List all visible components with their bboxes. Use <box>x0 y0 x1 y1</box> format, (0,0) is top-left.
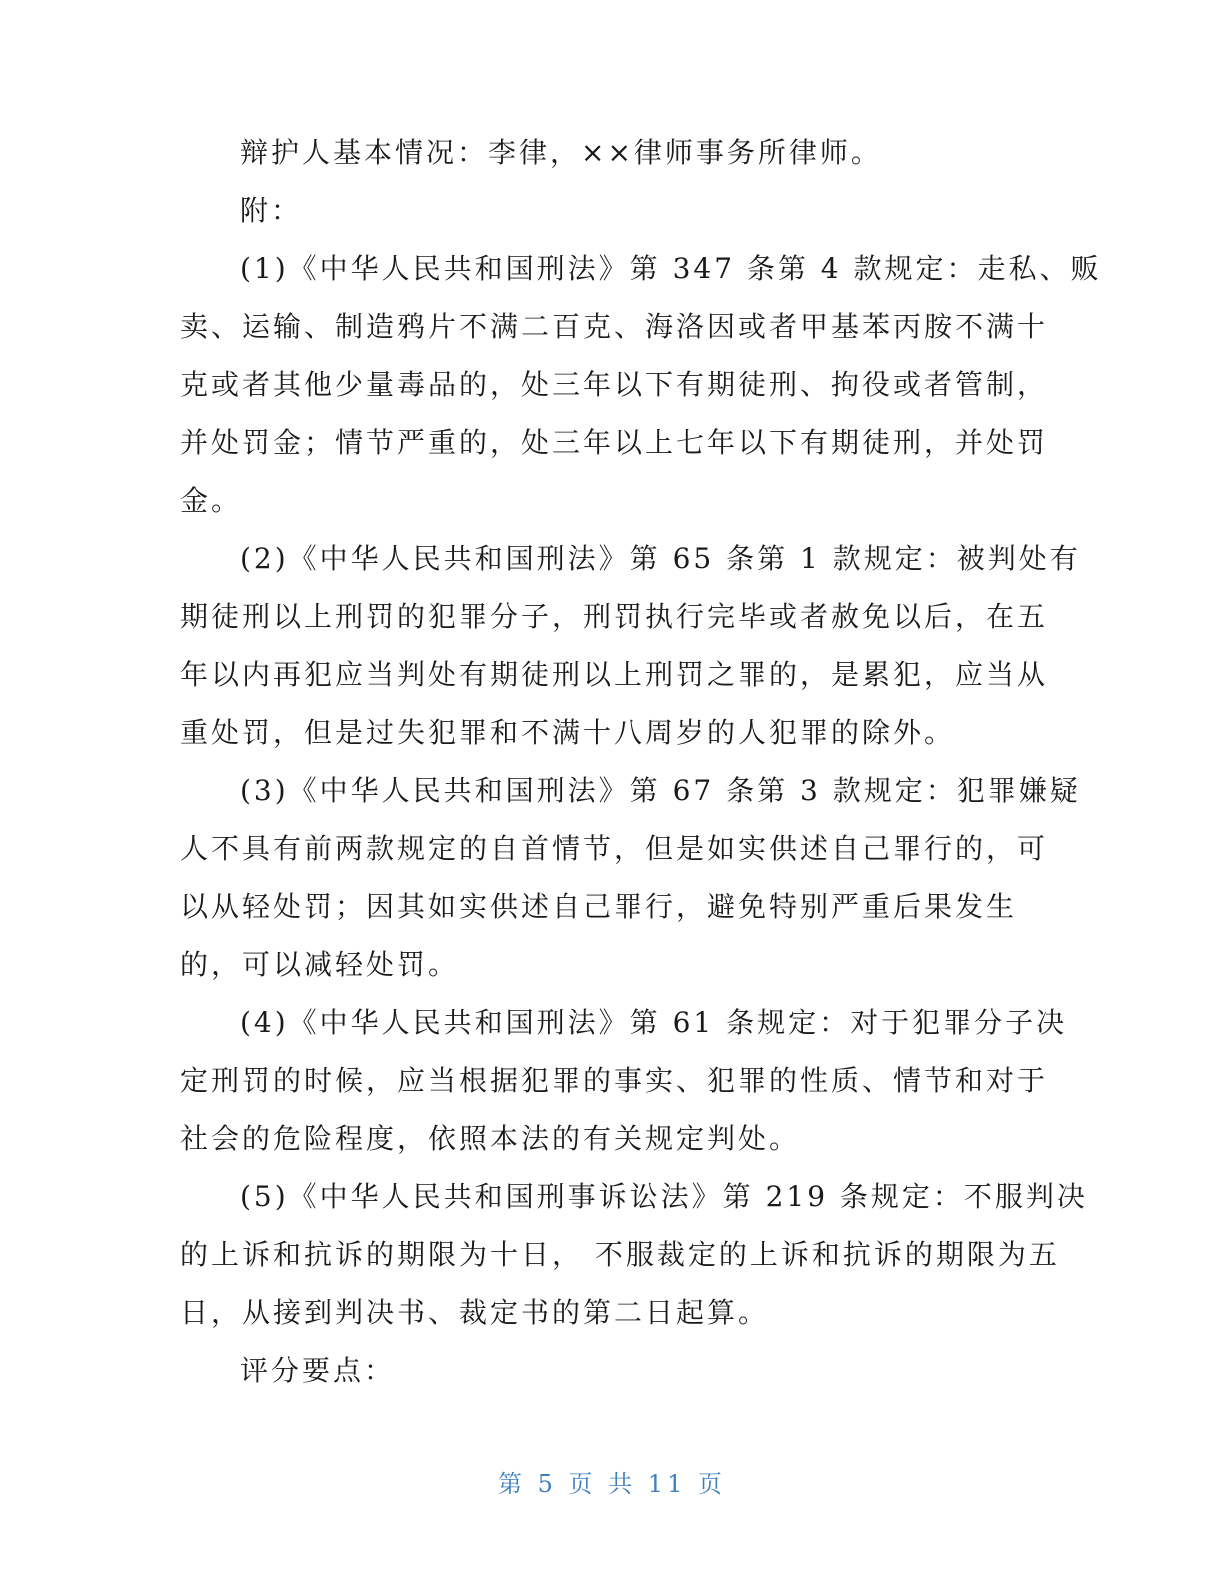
text-line: 评分要点： <box>240 1354 396 1387</box>
text-line: 金。 <box>180 484 243 517</box>
text-line: (4)《中华人民共和国刑法》第 61 条规定：对于犯罪分子决 <box>240 1006 1068 1039</box>
text-line: 并处罚金；情节严重的，处三年以上七年以下有期徒刑，并处罚 <box>180 426 1049 459</box>
text-line: 期徒刑以上刑罚的犯罪分子，刑罚执行完毕或者赦免以后，在五 <box>180 600 1049 633</box>
text-line: 定刑罚的时候，应当根据犯罪的事实、犯罪的性质、情节和对于 <box>180 1064 1049 1097</box>
page-number-footer: 第 5 页 共 11 页 <box>498 1470 726 1498</box>
text-line: (2)《中华人民共和国刑法》第 65 条第 1 款规定：被判处有 <box>240 542 1081 575</box>
text-line: (1)《中华人民共和国刑法》第 347 条第 4 款规定：走私、贩 <box>240 252 1102 285</box>
text-line: 附： <box>240 194 303 227</box>
document-body <box>180 124 1102 1400</box>
text-line: 的，可以减轻处罚。 <box>180 948 460 981</box>
text-line: (5)《中华人民共和国刑事诉讼法》第 219 条规定：不服判决 <box>240 1180 1088 1213</box>
text-line: 年以内再犯应当判处有期徒刑以上刑罚之罪的，是累犯，应当从 <box>180 658 1049 691</box>
text-line: 日，从接到判决书、裁定书的第二日起算。 <box>180 1296 770 1329</box>
text-line: 重处罚，但是过失犯罪和不满十八周岁的人犯罪的除外。 <box>180 716 956 749</box>
text-line: 人不具有前两款规定的自首情节，但是如实供述自己罪行的，可 <box>180 832 1049 865</box>
text-line: 卖、运输、制造鸦片不满二百克、海洛因或者甲基苯丙胺不满十 <box>180 310 1049 343</box>
text-line: 以从轻处罚；因其如实供述自己罪行，避免特别严重后果发生 <box>180 890 1018 923</box>
text-line: 克或者其他少量毒品的，处三年以下有期徒刑、拘役或者管制， <box>180 368 1049 401</box>
text-line: 的上诉和抗诉的期限为十日， 不服裁定的上诉和抗诉的期限为五 <box>180 1238 1060 1271</box>
text-line: (3)《中华人民共和国刑法》第 67 条第 3 款规定：犯罪嫌疑 <box>240 774 1081 807</box>
text-line: 辩护人基本情况：李律，××律师事务所律师。 <box>240 136 882 169</box>
text-line: 社会的危险程度，依照本法的有关规定判处。 <box>180 1122 801 1155</box>
